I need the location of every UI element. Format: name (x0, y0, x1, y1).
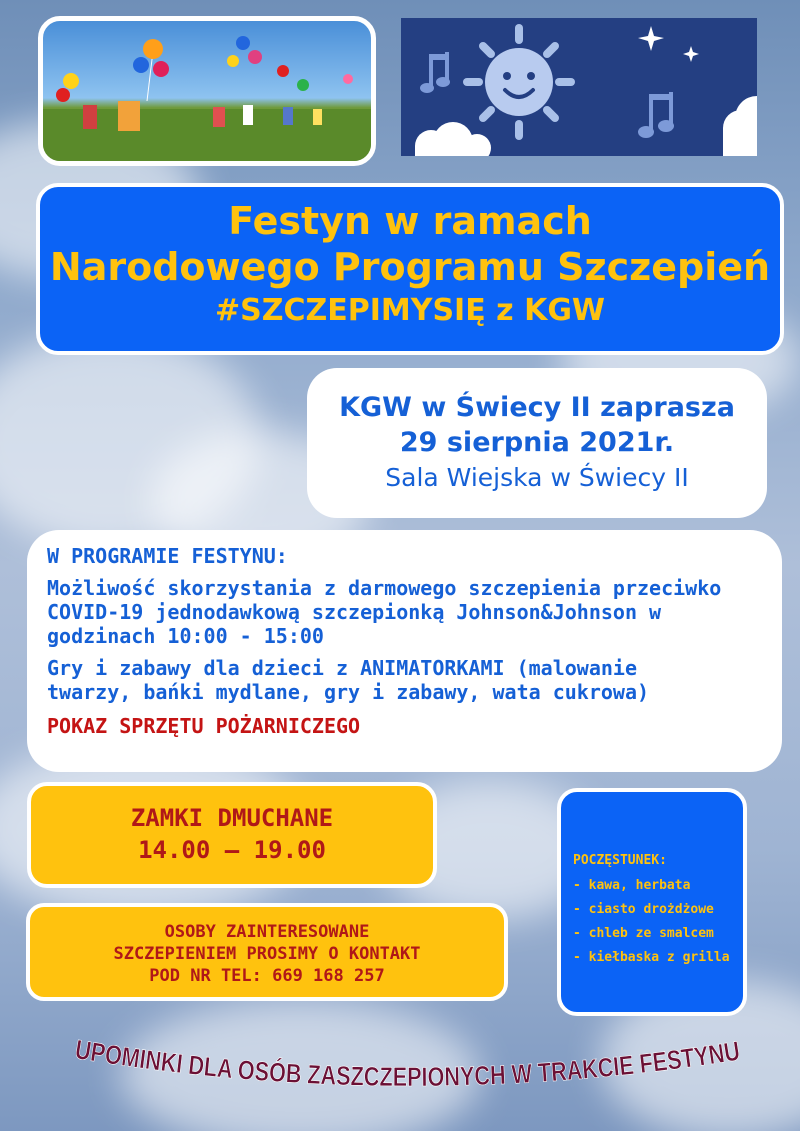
refreshments-list (573, 874, 743, 970)
contact-box (26, 903, 508, 1001)
gifts-footer (60, 1028, 760, 1108)
program-item-vaccination-3: godzinach 10:00 - 15:00 (47, 624, 324, 648)
svg-text:UPOMINKI DLA OSÓB ZASZCZEPIONY (73, 1034, 746, 1093)
balloons-icon (56, 36, 353, 102)
refreshments-heading: POCZĘSTUNEK: (573, 853, 667, 868)
list-item: - ciasto drożdżowe (573, 902, 714, 917)
program-heading: W PROGRAMIE FESTYNU: (47, 544, 288, 568)
zamki-label: ZAMKI DMUCHANE (130, 804, 334, 832)
cloud-icon (415, 96, 757, 156)
program-item-fire-show: POKAZ SPRZĘTU POŻARNICZEGO (47, 714, 361, 738)
bouncy-castles-box (27, 782, 437, 888)
program-item-games-2: twarzy, bańki mydlane, gry i zabawy, wata cukrowa) (47, 680, 650, 704)
title-hashtag: #SZCZEPIMYSIĘ z KGW (214, 293, 606, 328)
list-item: - chleb ze smalcem (573, 926, 714, 941)
program-item-vaccination-1: Możliwość skorzystania z darmowego szczepienia przeciwko (47, 576, 722, 600)
list-item: - kiełbaska z grilla (573, 950, 730, 965)
contact-line-1: OSOBY ZAINTERESOWANE (164, 922, 370, 942)
invite-date: 29 sierpnia 2021r. (399, 427, 675, 458)
invite-venue: Sala Wiejska w Świecy II (385, 463, 689, 492)
refreshments-box (557, 788, 747, 1016)
contact-phone: POD NR TEL: 669 168 257 (149, 966, 385, 986)
invitation-box (307, 368, 767, 518)
list-item: - kawa, herbata (573, 878, 691, 893)
smiling-sun-illustration (401, 18, 757, 156)
title-banner (36, 183, 784, 355)
program-item-games-1: Gry i zabawy dla dzieci z ANIMATORKAMI (malowanie (47, 656, 638, 680)
children-balloons-photo (38, 16, 376, 166)
star-icon (638, 26, 699, 62)
zamki-hours: 14.00 — 19.00 (138, 836, 326, 864)
sun-icon (467, 28, 571, 136)
title-line-2: Narodowego Programu Szczepień (49, 245, 771, 289)
title-line-1: Festyn w ramach (228, 199, 592, 243)
contact-line-2: SZCZEPIENIEM PROSIMY O KONTAKT (113, 944, 421, 964)
program-item-vaccination-2: COVID-19 jednodawkową szczepionką Johnson&Johnson w (47, 600, 662, 624)
program-box (27, 530, 782, 772)
invite-organizer: KGW w Świecy II zaprasza (339, 392, 735, 423)
gifts-footer-text: UPOMINKI DLA OSÓB ZASZCZEPIONYCH W TRAKCIE FESTYNU (73, 1034, 746, 1093)
